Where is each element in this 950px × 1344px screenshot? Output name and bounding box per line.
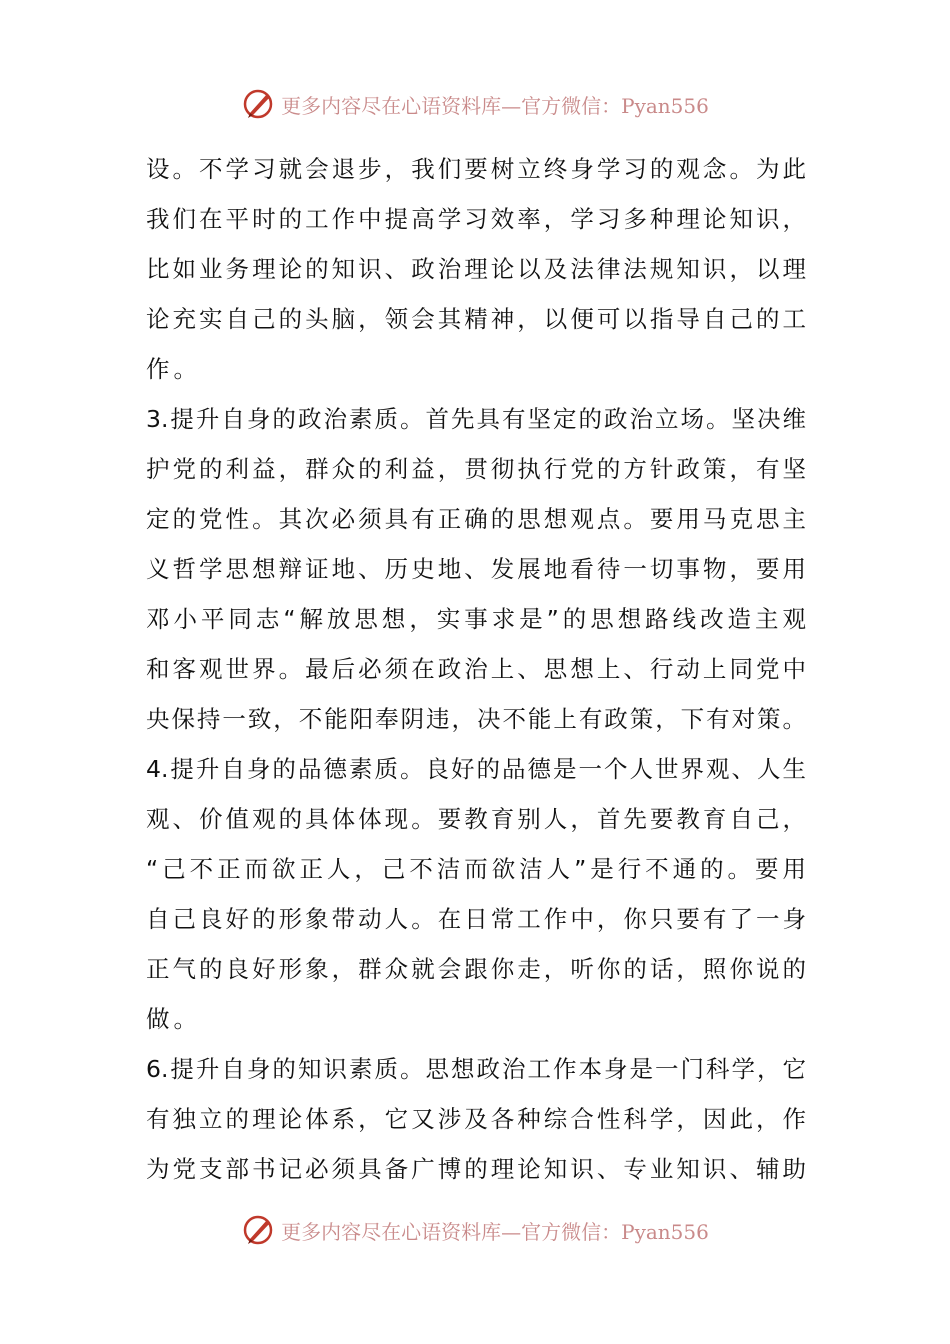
paragraph-line: 央保持一致，不能阳奉阴违，决不能上有政策，下有对策。 (146, 705, 806, 733)
footer-banner-text: 更多内容尽在心语资料库—官方微信：Pyan556 (281, 1219, 709, 1244)
paragraph-line: 论充实自己的头脑，领会其精神，以便可以指导自己的工 (146, 305, 806, 333)
section-heading-line: 4.提升自身的品德素质。良好的品德是一个人世界观、人生 (146, 755, 806, 783)
paragraph-line: 观、价值观的具体体现。要教育别人，首先要教育自己， (146, 805, 806, 833)
paragraph-line: 做。 (146, 1005, 201, 1033)
section-heading-line: 3.提升自身的政治素质。首先具有坚定的政治立场。坚决维 (146, 405, 806, 433)
paragraph-line: 有独立的理论体系，它又涉及各种综合性科学，因此，作 (146, 1105, 806, 1133)
paragraph-line: 邓小平同志“解放思想，实事求是”的思想路线改造主观 (146, 605, 806, 633)
paragraph-line: 比如业务理论的知识、政治理论以及法律法规知识，以理 (146, 255, 806, 283)
paragraph-line: 义哲学思想辩证地、历史地、发展地看待一切事物，要用 (146, 555, 806, 583)
pen-in-circle-logo-icon (241, 87, 275, 121)
section-heading-line: 6.提升自身的知识素质。思想政治工作本身是一门科学，它 (146, 1055, 806, 1083)
pen-in-circle-logo-icon (241, 1213, 275, 1247)
paragraph-line: 护党的利益，群众的利益，贯彻执行党的方针政策，有坚 (146, 455, 806, 483)
paragraph-line: 我们在平时的工作中提高学习效率，学习多种理论知识， (146, 205, 806, 233)
paragraph-line: 定的党性。其次必须具有正确的思想观点。要用马克思主 (146, 505, 806, 533)
paragraph-line: “己不正而欲正人，己不洁而欲洁人”是行不通的。要用 (146, 855, 806, 883)
paragraph-line: 和客观世界。最后必须在政治上、思想上、行动上同党中 (146, 655, 806, 683)
paragraph-line: 作。 (146, 355, 201, 383)
paragraph-line: 自己良好的形象带动人。在日常工作中，你只要有了一身 (146, 905, 806, 933)
header-banner-text: 更多内容尽在心语资料库—官方微信：Pyan556 (281, 93, 709, 118)
paragraph-line: 正气的良好形象，群众就会跟你走，听你的话，照你说的 (146, 955, 806, 983)
paragraph-line: 为党支部书记必须具备广博的理论知识、专业知识、辅助 (146, 1155, 806, 1183)
paragraph-line: 设。不学习就会退步，我们要树立终身学习的观念。为此 (146, 155, 806, 183)
header-banner (0, 84, 950, 124)
document-body (146, 144, 806, 1194)
footer-banner (0, 1210, 950, 1250)
